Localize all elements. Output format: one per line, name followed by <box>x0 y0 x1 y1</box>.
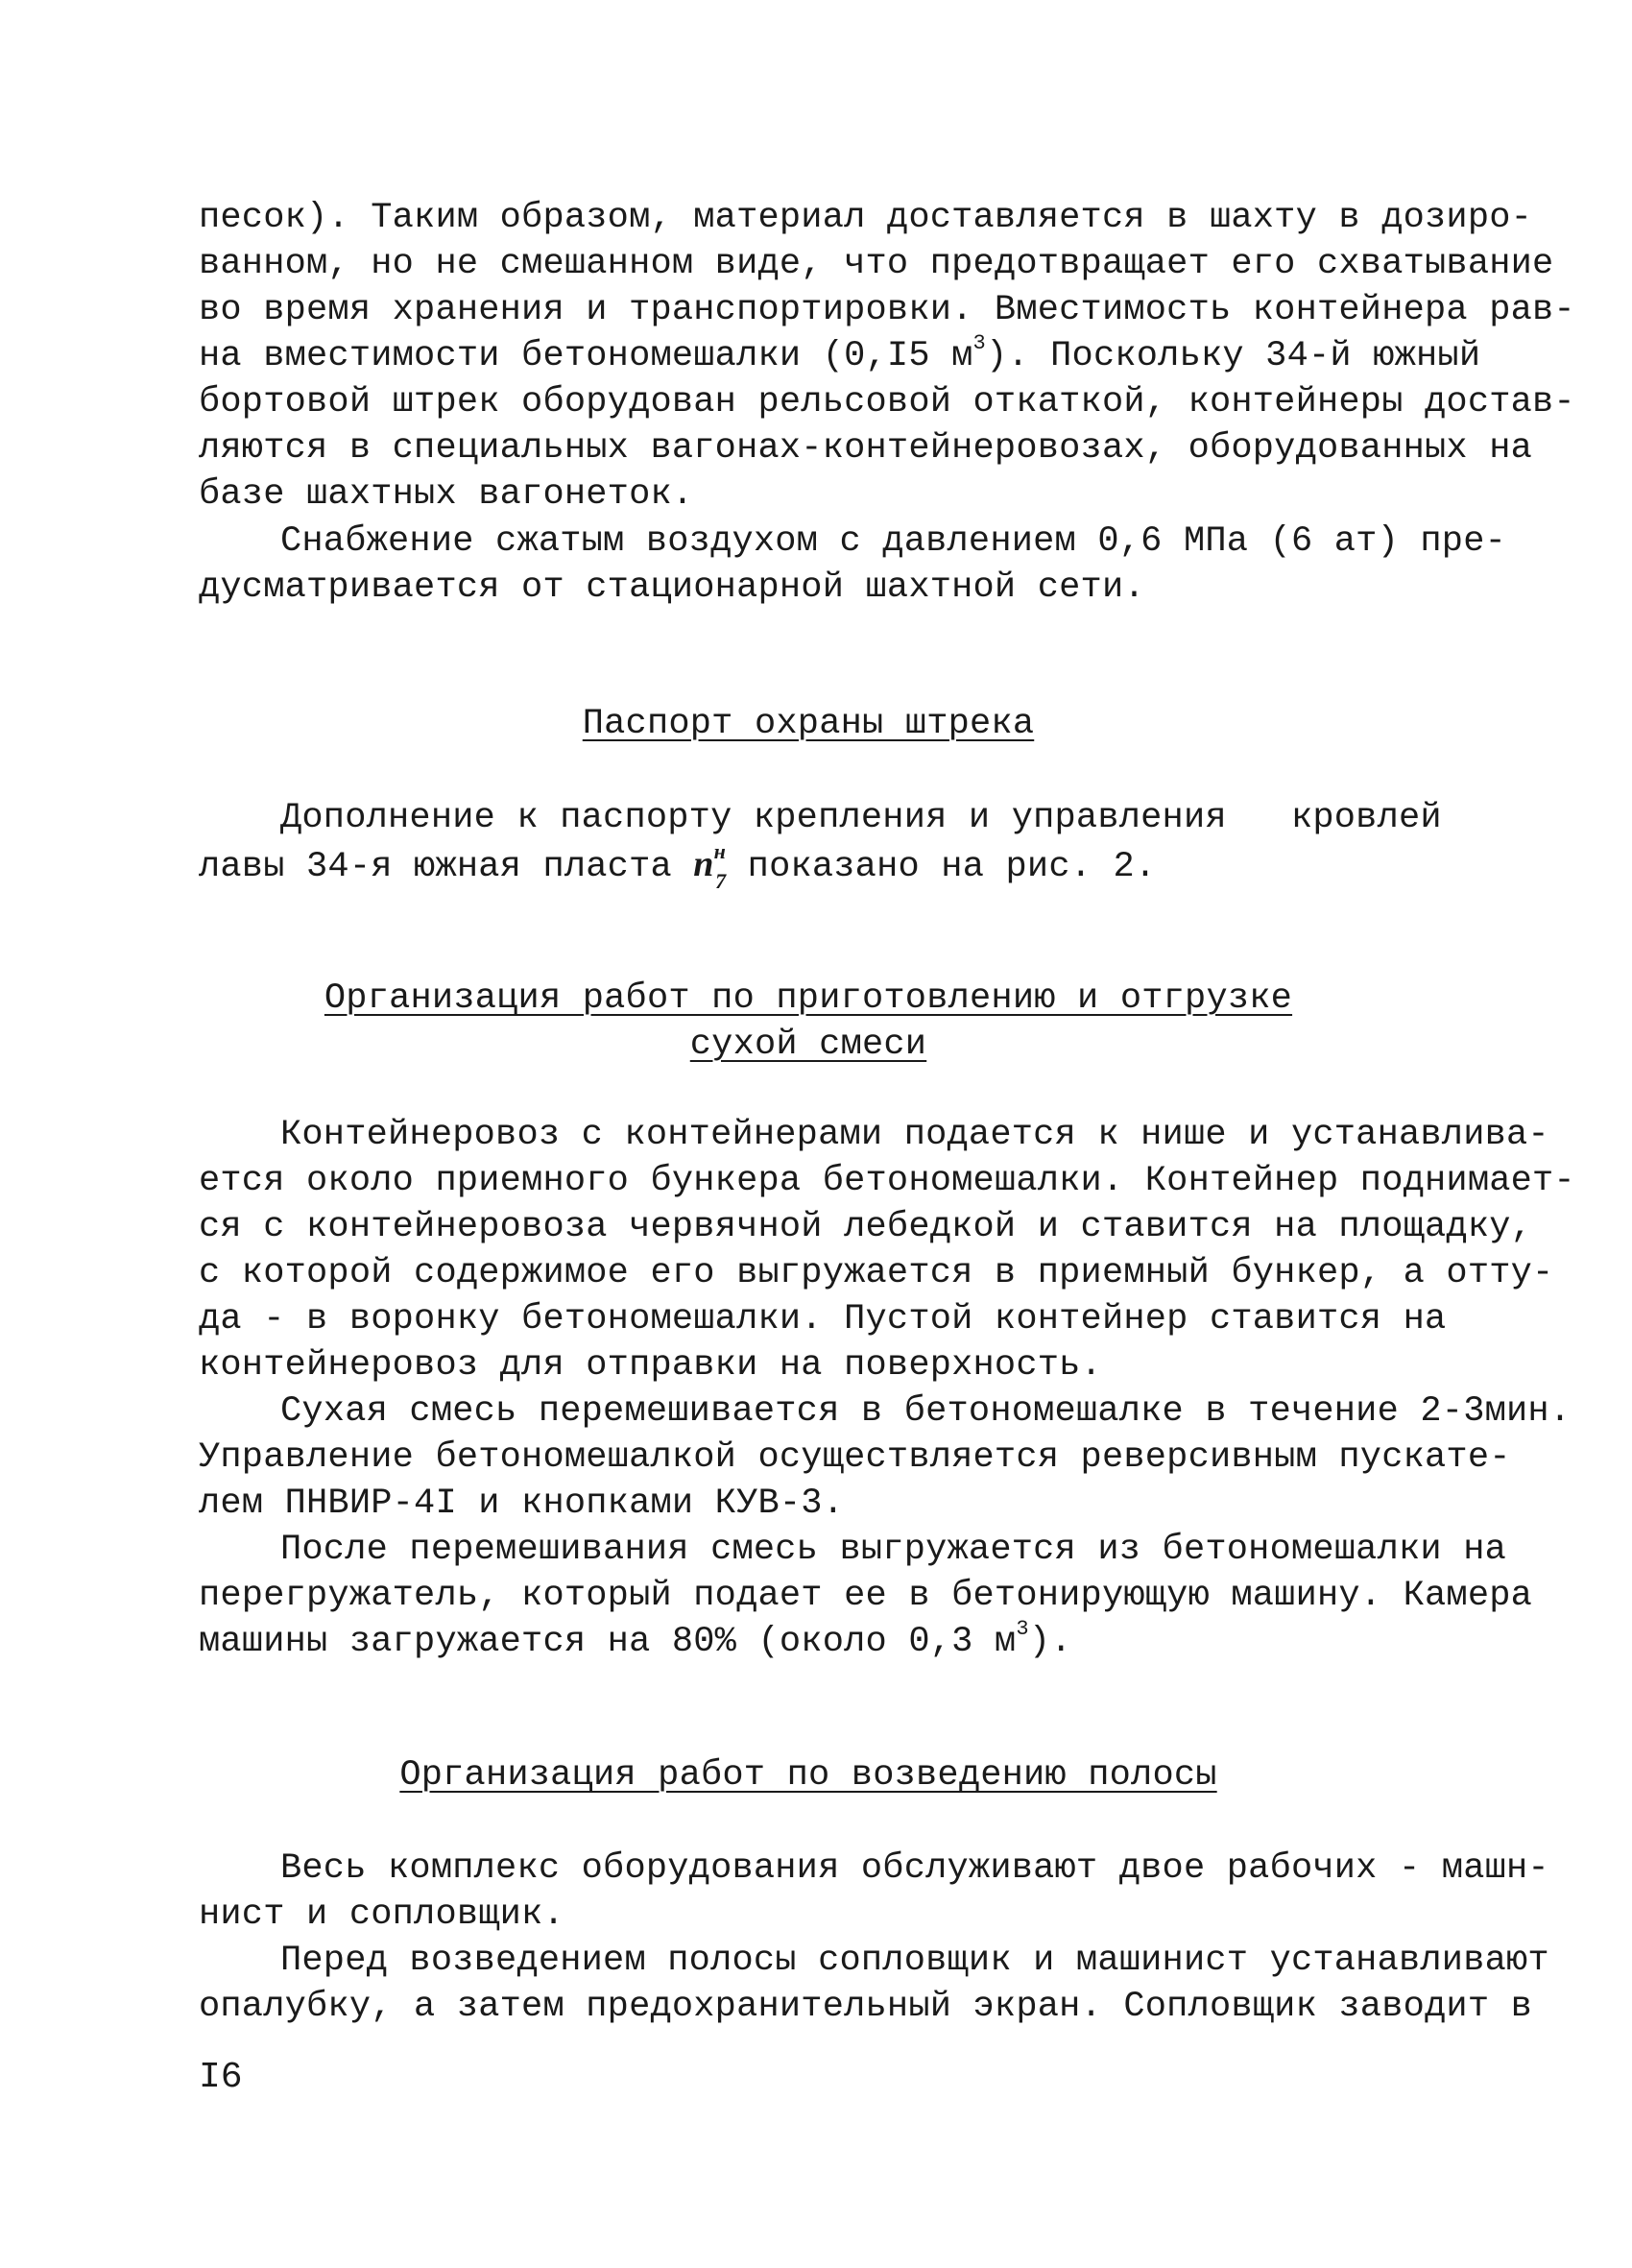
text-segment: показано на рис. 2. <box>726 847 1157 887</box>
text-line-with-formula <box>199 839 1418 893</box>
section-heading-passport <box>199 701 1418 747</box>
superscript: 3 <box>1016 1616 1029 1641</box>
text-line: ется около приемного бункера бетономешалки. Контейнер поднимает- <box>199 1161 1575 1201</box>
paragraph-container-transport <box>199 1112 1575 1388</box>
text-line: Весь комплекс оборудования обслуживают двое рабочих - машн- <box>280 1848 1549 1889</box>
formula-subscript: 7 <box>715 868 727 893</box>
paragraph-compressed-air <box>199 519 1507 611</box>
text-line: с которой содержимое его выгружается в приемный бункер, а отту- <box>199 1253 1554 1293</box>
text-line: перегружатель, который подает ее в бетонирующую машину. Камера <box>199 1576 1533 1616</box>
text-line: Контейнеровоз с контейнерами подается к нише и устанавлива- <box>280 1115 1549 1155</box>
text-line: Сухая смесь перемешивается в бетономешалке в течение 2-3мин. <box>280 1391 1572 1432</box>
text-segment: на вместимости бетономешалки (0,I5 м <box>199 336 973 376</box>
text-line: Дополнение к паспорту крепления и управления кровлей <box>280 798 1442 838</box>
formula <box>693 839 727 893</box>
text-line-with-superscript <box>199 330 1481 379</box>
text-line: нист и сопловщик. <box>199 1894 564 1935</box>
paragraph-unloading <box>199 1527 1533 1665</box>
page-number: I6 <box>199 2057 243 2098</box>
text-segment: ). <box>1028 1622 1072 1662</box>
paragraph-formwork <box>199 1938 1549 2030</box>
heading-line: сухой смеси <box>689 1025 927 1065</box>
section-heading-dry-mix <box>199 976 1418 1068</box>
heading-line: Организация работ по возведению полосы <box>399 1755 1217 1796</box>
text-line: Перед возведением полосы сопловщик и машинист устанавливают <box>280 1941 1549 1981</box>
text-line: бортовой штрек оборудован рельсовой откаткой, контейнеры достав- <box>199 382 1575 422</box>
section-heading-strip-construction <box>199 1752 1418 1798</box>
paragraph-material-delivery <box>199 195 1575 518</box>
text-segment: машины загружается на 80% (около 0,3 м <box>199 1622 1017 1662</box>
text-line: Снабжение сжатым воздухом с давлением 0,6 МПа (6 ат) пре- <box>280 521 1507 562</box>
superscript: 3 <box>972 330 986 355</box>
text-line: ся с контейнеровоза червячной лебедкой и ставится на площадку, <box>199 1207 1533 1247</box>
formula-base: n <box>693 844 714 884</box>
text-line: песок). Таким образом, материал доставляется в шахту в дозиро- <box>199 198 1533 238</box>
text-line: ванном, но не смешанном виде, что предотвращает его схватывание <box>199 244 1554 284</box>
paragraph-passport-addition <box>199 795 1442 893</box>
text-line: дусматривается от стационарной шахтной сети. <box>199 567 1145 608</box>
text-line: опалубку, а затем предохранительный экран. Сопловщик заводит в <box>199 1987 1533 2027</box>
text-line: лем ПНВИР-4I и кнопками КУВ-3. <box>199 1484 845 1524</box>
heading-line: Паспорт охраны штрека <box>582 704 1035 744</box>
paragraph-mixing <box>199 1388 1572 1527</box>
heading-line: Организация работ по приготовлению и отгрузке <box>324 978 1293 1019</box>
text-segment: лавы 34-я южная пласта <box>199 847 694 887</box>
text-line: во время хранения и транспортировки. Вместимость контейнера рав- <box>199 290 1575 330</box>
text-line: Управление бетономешалкой осуществляется реверсивным пускате- <box>199 1437 1511 1478</box>
text-line: базе шахтных вагонеток. <box>199 474 694 515</box>
text-line: контейнеровоз для отправки на поверхность. <box>199 1345 1102 1386</box>
text-line: да - в воронку бетономешалки. Пустой контейнер ставится на <box>199 1299 1447 1339</box>
formula-superscript: н <box>713 839 727 864</box>
text-line: ляются в специальных вагонах-контейнеровозах, оборудованных на <box>199 428 1533 469</box>
paragraph-workers <box>199 1846 1549 1938</box>
text-segment: ). Поскольку 34-й южный <box>985 336 1481 376</box>
text-line: После перемешивания смесь выгружается из бетономешалки на <box>280 1530 1507 1570</box>
text-line-with-superscript <box>199 1616 1418 1665</box>
